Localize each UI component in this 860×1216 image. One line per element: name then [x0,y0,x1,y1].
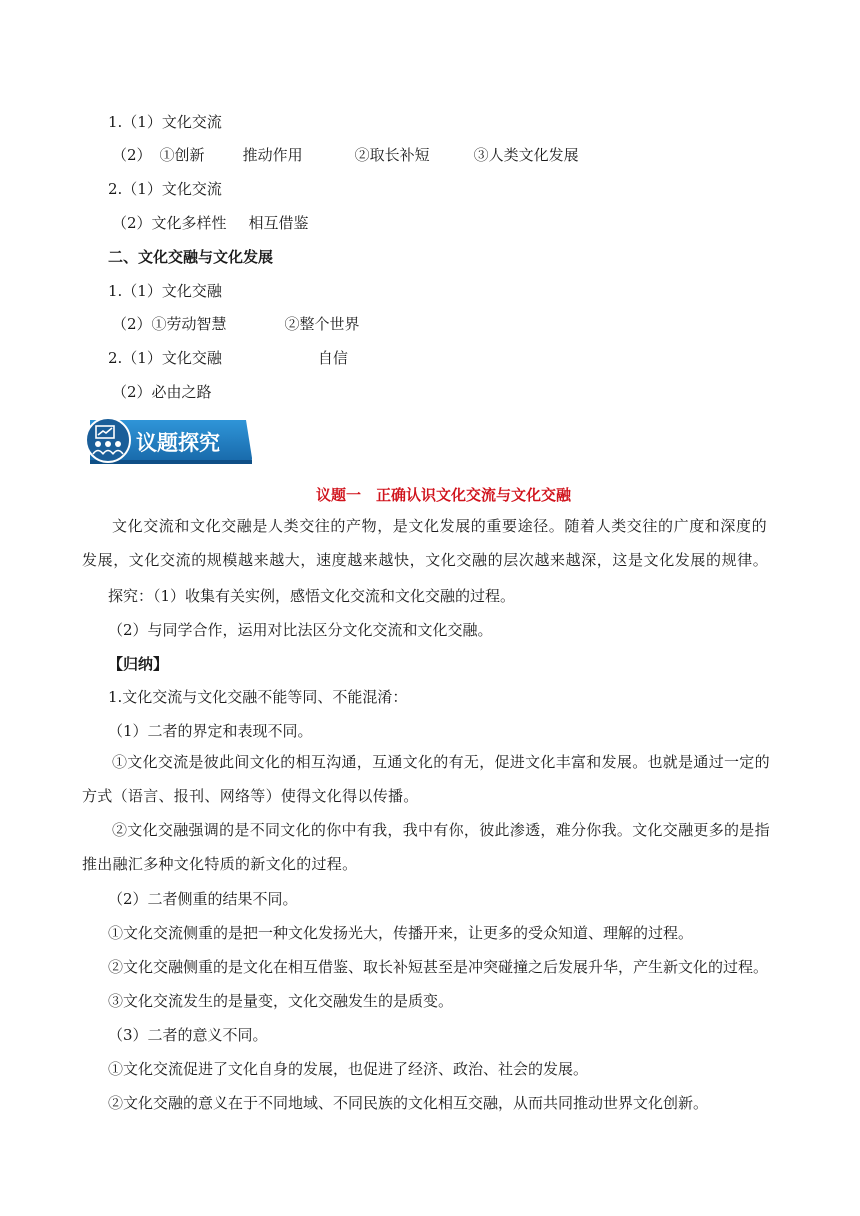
summary-sub-1b: ②文化交融强调的是不同文化的你中有我，我中有你，彼此渗透，难分你我。文化交融更多的是指推出融汇多种文化特质的新文化的过程。 [82,821,770,873]
summary-text: 1.文化交流与文化交融不能等同、不能混淆： [108,688,408,706]
banner-label: 议题探究 [136,431,220,455]
section-heading [108,247,273,267]
explore-text: （2）与同学合作，运用对比法区分文化交流和文化交融。 [108,621,493,639]
answer-line-3 [108,179,222,199]
topic-title [316,485,571,505]
answer-text: 1.（1）文化交融 [108,282,222,300]
answer-line-4 [112,213,309,233]
discussion-people-icon [86,418,130,462]
summary-text: ①文化交流侧重的是把一种文化发扬光大，传播开来，让更多的受众知道、理解的过程。 [108,924,694,942]
summary-text: （2）二者侧重的结果不同。 [108,890,298,908]
summary-text: ①文化交流促进了文化自身的发展，也促进了经济、政治、社会的发展。 [108,1060,589,1078]
answer-text: 2.（1）文化交流 [108,180,222,198]
summary-point-1 [108,687,407,707]
summary-text: ③文化交流发生的是量变，文化交融发生的是质变。 [108,992,454,1010]
answer-line-2 [112,145,579,165]
topic-banner [82,414,254,466]
answer-line-1 [108,112,222,132]
answer-text: ②整个世界 [284,315,360,333]
summary-sub-3b [108,1093,708,1113]
answer-text: ②取长补短 [354,146,430,164]
answer-text: 相互借鉴 [248,214,309,232]
summary-sub-2 [108,889,298,909]
answer-text: ①创新 [159,146,205,164]
explore-question-2 [108,620,493,640]
summary-sub-2b [108,957,768,977]
topic-title-text: 议题一 正确认识文化交流与文化交融 [316,486,572,504]
answer-text: （2）①劳动智慧 [112,315,227,333]
summary-heading [108,654,168,674]
answer-line-6 [108,281,222,301]
summary-sub-3 [108,1025,268,1045]
summary-sub-3a [108,1059,588,1079]
answer-line-9 [112,382,212,402]
summary-heading-text: 【归纳】 [108,655,169,673]
summary-text: （1）二者的界定和表现不同。 [108,722,313,740]
answer-text: 推动作用 [242,146,303,164]
summary-text: （3）二者的意义不同。 [108,1026,268,1044]
summary-text: ②文化交融侧重的是文化在相互借鉴、取长补短甚至是冲突碰撞之后发展升华，产生新文化的过程。 [108,958,769,976]
section-title: 二、文化交融与文化发展 [108,248,274,266]
summary-sub-2a [108,923,693,943]
explore-question-1 [108,586,515,606]
summary-sub-1 [108,721,313,741]
answer-line-7 [112,314,360,334]
answer-text: 自信 [317,349,348,367]
answer-text: 2.（1）文化交融 [108,349,222,367]
answer-line-8 [108,348,348,368]
explore-text: 探究：（1）收集有关实例，感悟文化交流和文化交融的过程。 [108,587,516,605]
summary-text: ②文化交融的意义在于不同地域、不同民族的文化相互交融，从而共同推动世界文化创新。 [108,1094,709,1112]
answer-text: （2）文化多样性 [112,214,227,232]
answer-text: （2）必由之路 [112,383,212,401]
intro-paragraph: 文化交流和文化交融是人类交往的产物，是文化发展的重要途径。随着人类交往的广度和深度的发展，文化交流的规模越来越大，速度越来越快，文化交融的层次越来越深，这是文化发展的规律。 [82,517,769,569]
answer-text: （2） [112,146,152,164]
summary-sub-2c [108,991,453,1011]
answer-text: ③人类文化发展 [473,146,579,164]
summary-sub-1a: ①文化交流是彼此间文化的相互沟通，互通文化的有无，促进文化丰富和发展。也就是通过一定的方式（语言、报刊、网络等）使得文化得以传播。 [82,753,770,805]
answer-text: 1.（1）文化交流 [108,113,222,131]
